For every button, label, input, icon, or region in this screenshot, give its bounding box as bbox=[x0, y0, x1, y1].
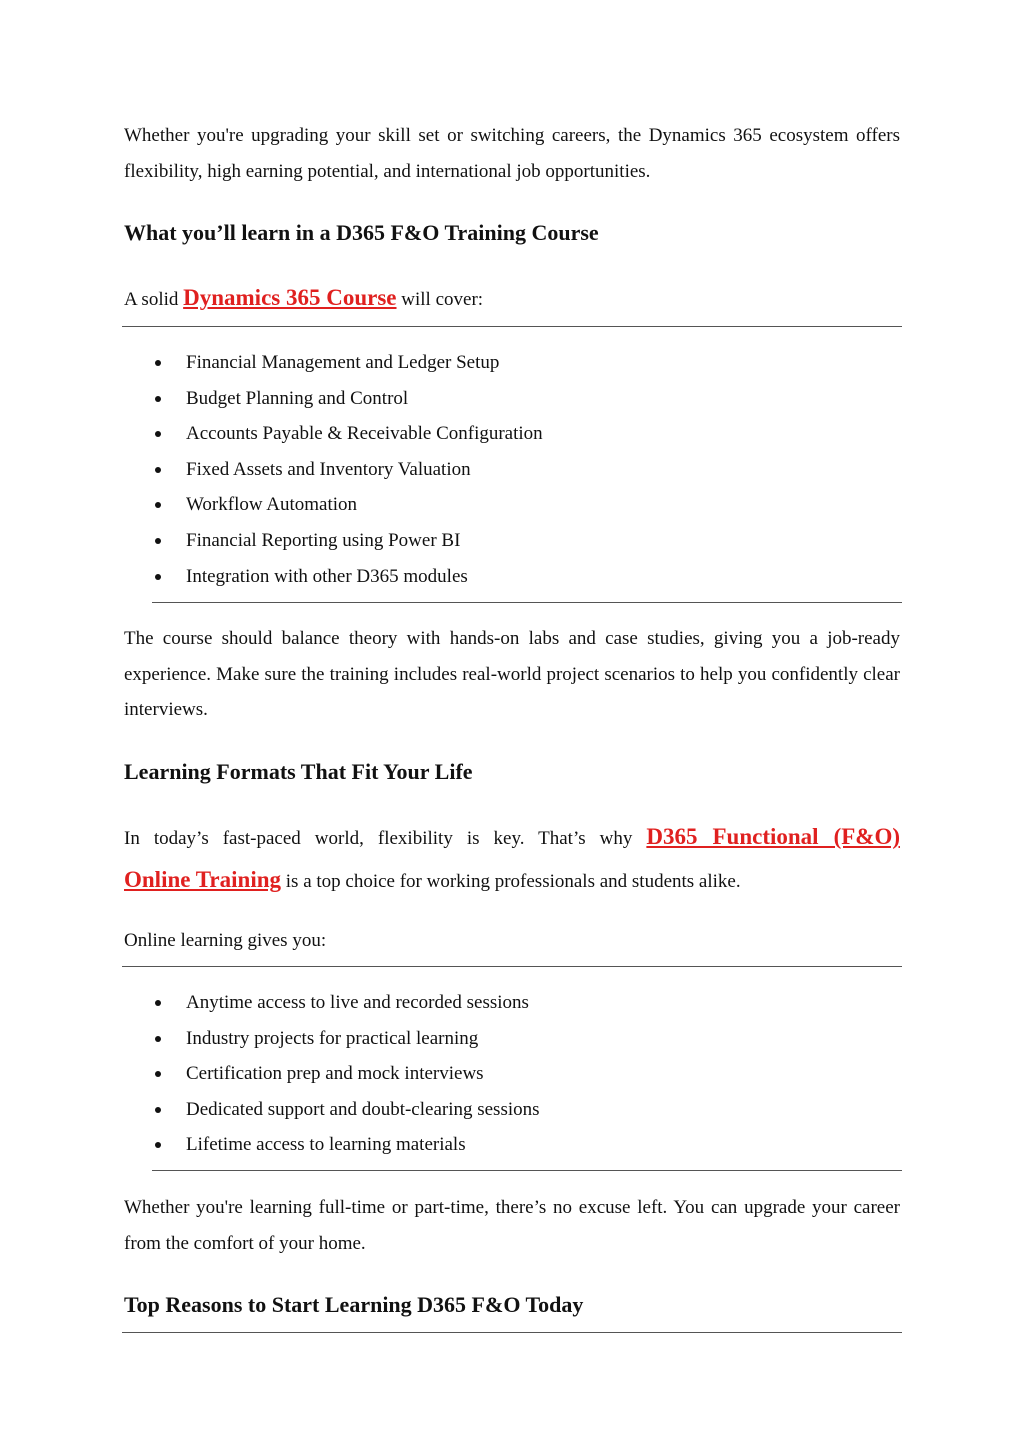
list-item: Fixed Assets and Inventory Valuation bbox=[124, 452, 543, 488]
section-heading-course: What you’ll learn in a D365 F&O Training Course bbox=[124, 220, 599, 245]
list-item: Integration with other D365 modules bbox=[124, 559, 543, 595]
course-topics-list bbox=[124, 345, 543, 594]
bullet-icon bbox=[155, 360, 161, 366]
divider bbox=[122, 1332, 902, 1333]
list-item: Budget Planning and Control bbox=[124, 381, 543, 417]
section-heading-reasons: Top Reasons to Start Learning D365 F&O Today bbox=[124, 1292, 584, 1317]
online-benefits-list bbox=[124, 985, 540, 1163]
divider bbox=[152, 1170, 902, 1171]
bullet-icon bbox=[155, 1000, 161, 1006]
course-lead-text: A solid bbox=[124, 289, 184, 310]
list-item: Workflow Automation bbox=[124, 487, 543, 523]
section-heading-formats: Learning Formats That Fit Your Life bbox=[124, 759, 473, 784]
bullet-icon bbox=[155, 574, 161, 580]
list-item: Lifetime access to learning materials bbox=[124, 1127, 540, 1163]
formats-lead-paragraph bbox=[124, 818, 900, 904]
list-item: Industry projects for practical learning bbox=[124, 1021, 540, 1057]
list-item: Accounts Payable & Receivable Configuration bbox=[124, 416, 543, 452]
bullet-icon bbox=[155, 396, 161, 402]
bullet-icon bbox=[155, 431, 161, 437]
bullet-icon bbox=[155, 538, 161, 544]
dynamics-365-course-link[interactable]: Dynamics 365 Course bbox=[183, 285, 397, 310]
list-item: Certification prep and mock interviews bbox=[124, 1056, 540, 1092]
bullet-icon bbox=[155, 1142, 161, 1148]
course-lead-tail: will cover: bbox=[396, 289, 484, 310]
bullet-icon bbox=[155, 467, 161, 473]
bullet-icon bbox=[155, 502, 161, 508]
divider bbox=[152, 602, 902, 603]
formats-closing-paragraph: Whether you're learning full-time or part-time, there’s no excuse left. You can upgrade your career from the comfort of your home. bbox=[124, 1197, 900, 1254]
bullet-icon bbox=[155, 1036, 161, 1042]
divider bbox=[122, 966, 902, 967]
intro-paragraph: Whether you're upgrading your skill set or switching careers, the Dynamics 365 ecosystem offers flexibility, high earning potential, and international job opportunities. bbox=[124, 125, 900, 182]
formats-lead-tail: is a top choice for working professionals and students alike. bbox=[281, 871, 741, 892]
d365-functional-link[interactable]: D365 Functional (F&O) bbox=[646, 824, 900, 849]
list-item: Dedicated support and doubt-clearing sessions bbox=[124, 1092, 540, 1128]
divider bbox=[122, 326, 902, 327]
formats-lead-text: In today’s fast-paced world, flexibility is key. That’s why bbox=[124, 828, 647, 849]
list-item: Financial Management and Ledger Setup bbox=[124, 345, 543, 381]
course-closing-paragraph: The course should balance theory with hands-on labs and case studies, giving you a job-ready experience. Make sure the training includes real-world project scenarios to help you confidently clear interviews. bbox=[124, 628, 900, 720]
bullet-icon bbox=[155, 1071, 161, 1077]
online-learning-lead: Online learning gives you: bbox=[124, 930, 327, 951]
bullet-icon bbox=[155, 1107, 161, 1113]
list-item: Financial Reporting using Power BI bbox=[124, 523, 543, 559]
list-item: Anytime access to live and recorded sessions bbox=[124, 985, 540, 1021]
online-training-link[interactable]: Online Training bbox=[124, 867, 282, 892]
course-lead-paragraph bbox=[124, 280, 900, 318]
